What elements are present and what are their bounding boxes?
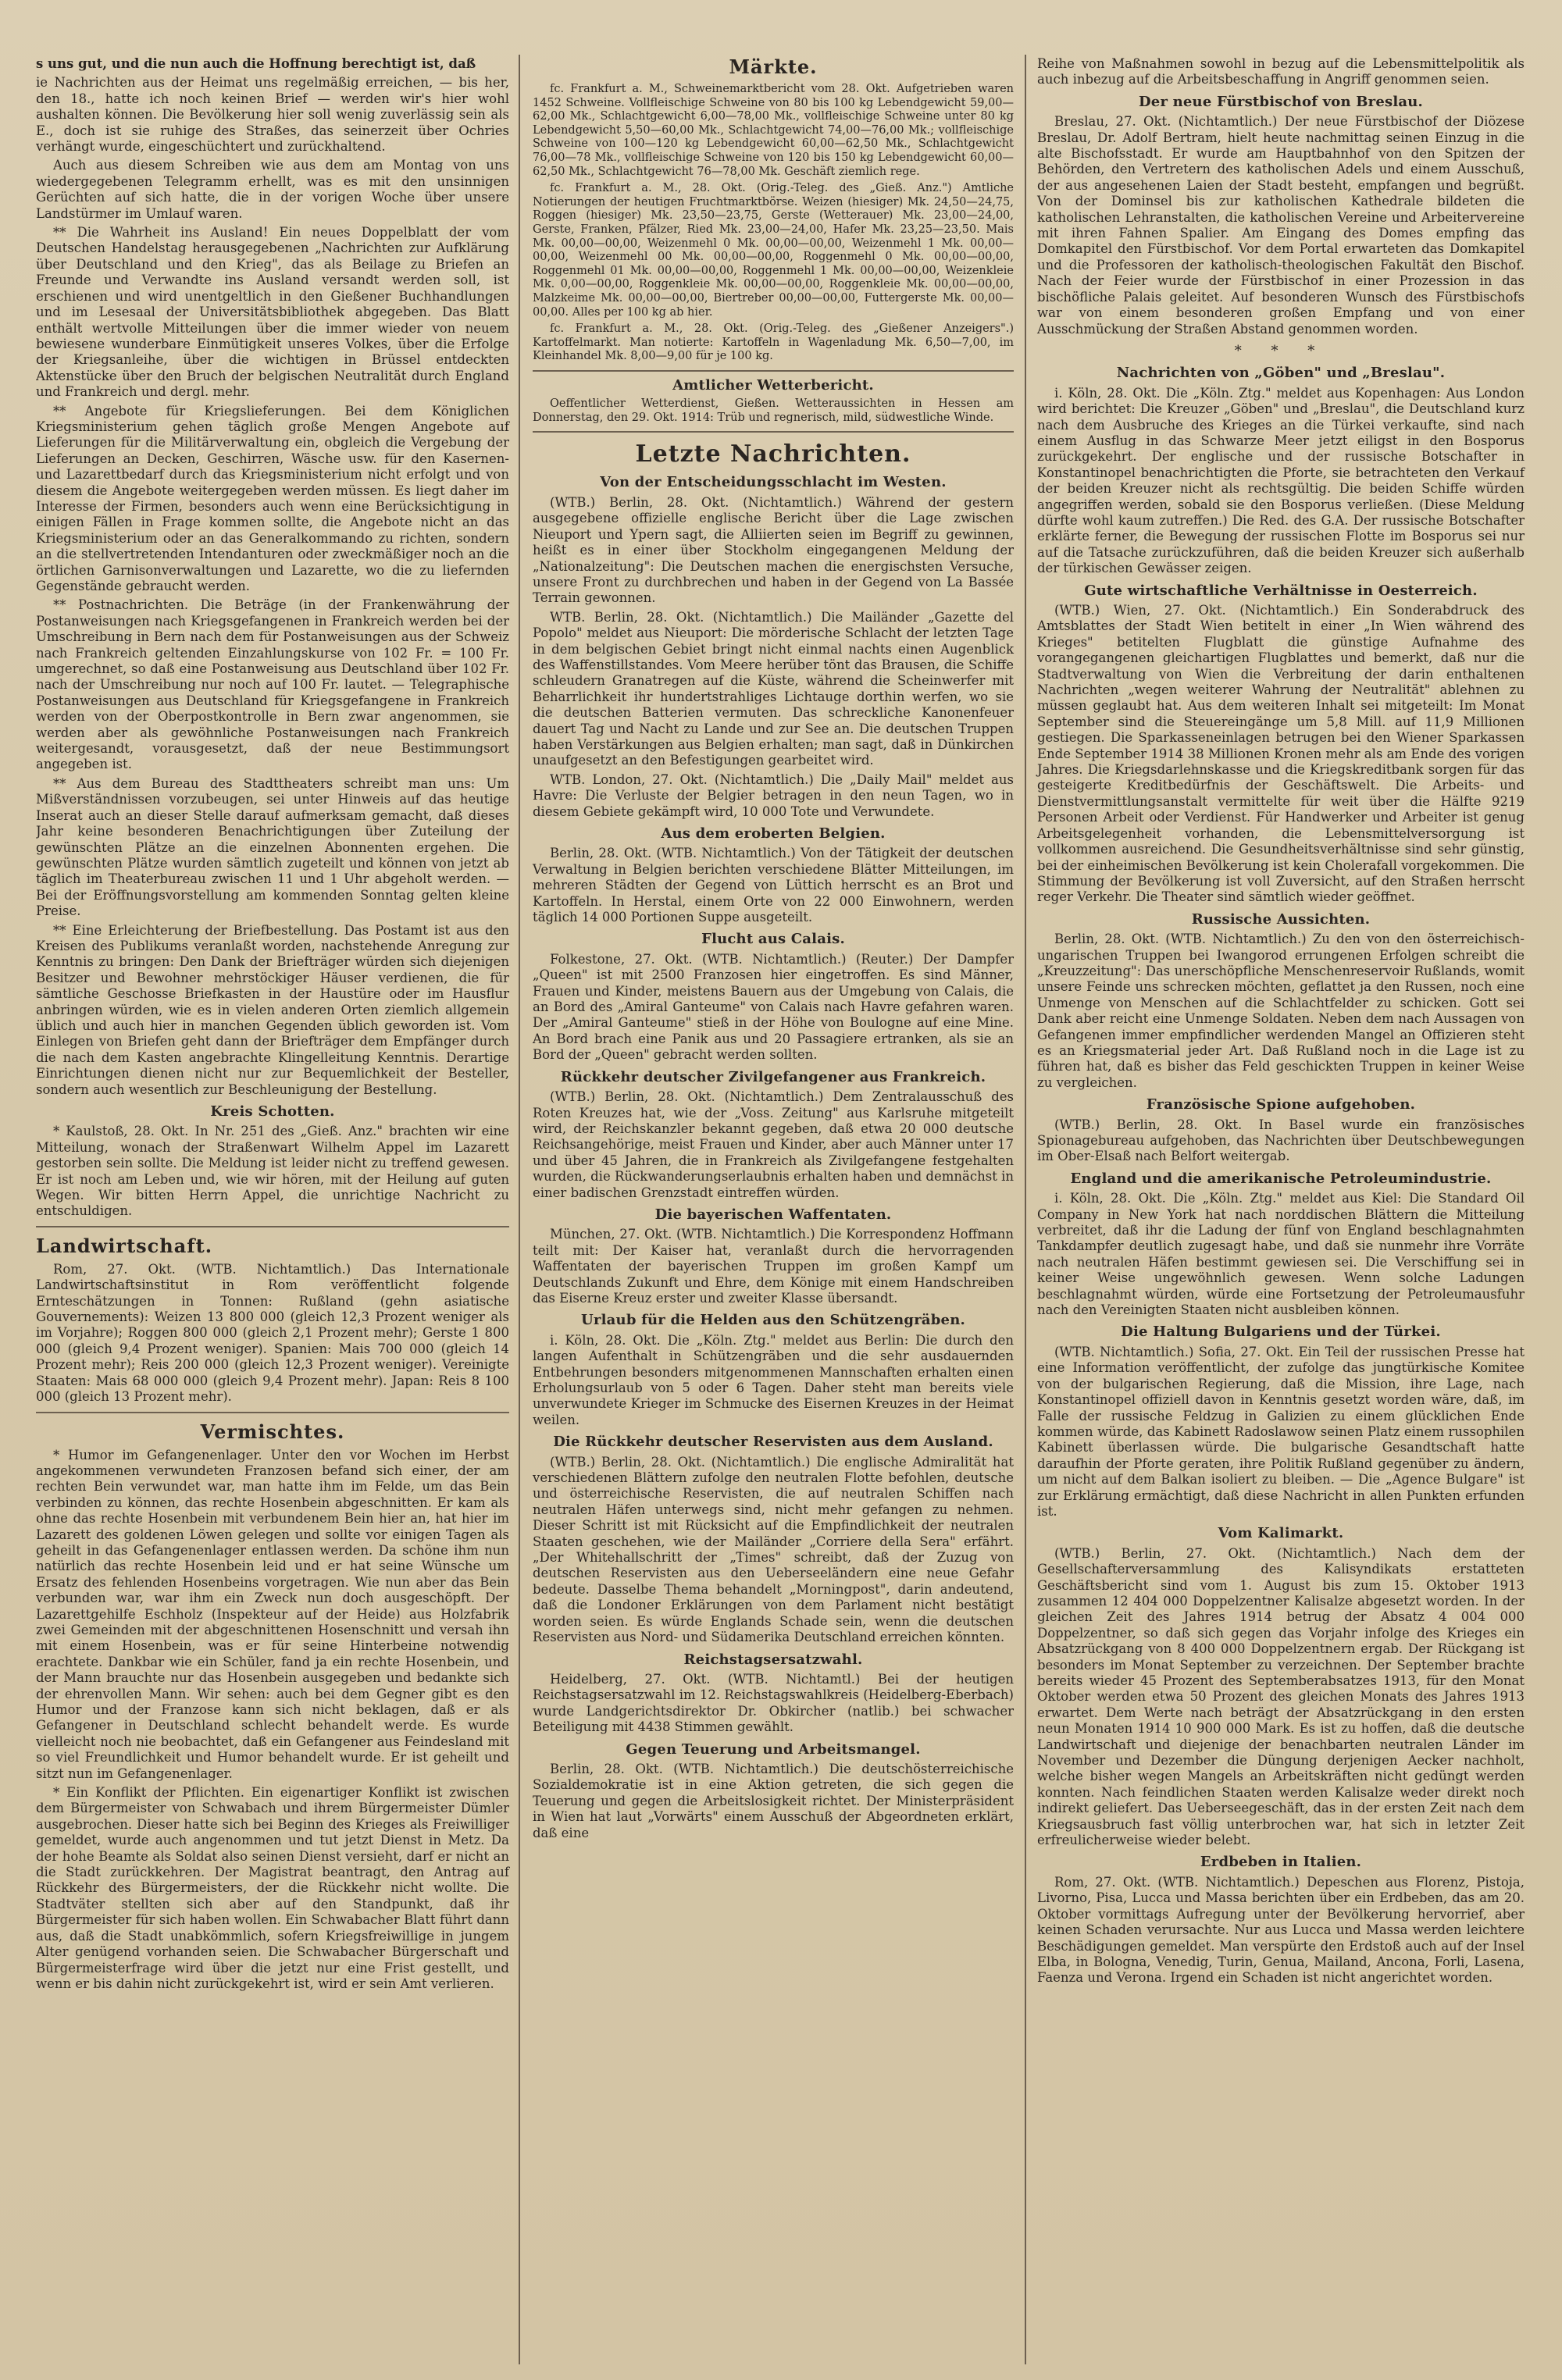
section-heading-maerkte: Märkte. [729, 56, 818, 78]
article-heading: Die bayerischen Waffentaten. [654, 1206, 892, 1223]
divider [533, 370, 1014, 372]
article-heading: Flucht aus Calais. [701, 931, 845, 948]
article-paragraph: Auch aus diesem Schreiben wie aus dem am Montag von uns wiedergegebenen Telegramm erhellt, was es mit den unsinnigen Gerüchten auf sich hatte, die in der vorigen Woche über unsere Landstürmer im Umlauf waren. [36, 158, 509, 221]
section-heading-letzte-nachrichten: Letzte Nachrichten. [635, 440, 911, 469]
article-paragraph: fc. Frankfurt a. M., 28. Okt. (Orig.-Teleg. des „Gießener Anzeigers".) Kartoffelmarkt. Man notierte: Kartoffeln in Wagenladung Mk. 6,50—7,00, im Kleinhandel Mk. 8,00—9,00 für je 100 kg. [533, 322, 1014, 363]
column-right [1032, 56, 1529, 2364]
section-heading-wetter: Amtlicher Wetterbericht. [672, 376, 874, 394]
article-heading: Die Rückkehr deutscher Reservisten aus dem Ausland. [553, 1434, 993, 1451]
article-paragraph: Berlin, 28. Okt. (WTB. Nichtamtlich.) Die deutschösterreichische Sozialdemokratie ist in eine Aktion getreten, die sich gegen die Teuerung und gegen die Arbeitslosigkeit richtet. Der Ministerpräsident in Wien hat laut „Vorwärts" einem Ausschuß der Abgeordneten erklärt, daß eine [533, 1761, 1014, 1840]
article-paragraph: (WTB.) Berlin, 28. Okt. (Nichtamtlich.) Während der gestern ausgegebene offizielle englische Bericht über die Lage zwischen Nieuport und Ypern sagt, die Alliierten seien im Begriff zu gewinnen, heißt es in einer über Stockholm eingegangenen Meldung der „Nationalzeitung": Die Deutschen machen die energischsten Versuche, unsere Front zu durchbrechen und haben in der Gegend von La Bassée Terrain gewonnen. [533, 494, 1014, 606]
section-heading: Kreis Schotten. [210, 1103, 335, 1120]
column-divider [1025, 55, 1026, 2364]
article-paragraph: München, 27. Okt. (WTB. Nichtamtlich.) Die Korrespondenz Hoffmann teilt mit: Der Kaiser hat, veranlaßt durch die hervorragenden Waffentaten der bayerischen Truppen im großen Kampf um Deutschlands Zukunft und Ehre, dem Könige mit einem Handschreiben das Eiserne Kreuz erster und zweiter Klasse übersandt. [533, 1227, 1014, 1306]
divider [36, 1412, 509, 1413]
article-heading: Erdbeben in Italien. [1200, 1854, 1362, 1871]
article-paragraph: Breslau, 27. Okt. (Nichtamtlich.) Der neue Fürstbischof der Diözese Breslau, Dr. Adolf Bertram, hielt heute nachmittag seinen Einzug in die alte Bischofsstadt. Er wurde am Hauptbahnhof von den Spitzen der Behörden, den Vertretern des katholischen Adels und einem Ausschuß, der aus angesehenen Laien der Stadt besteht, empfangen und begrüßt. Von der Dominsel bis zur katholischen Kathedrale bildeten die katholischen Lehranstalten, die katholischen Vereine und Arbeitervereine mit ihren Fahnen Spalier. Am Eingang des Domes empfing das Domkapitel den Fürstbischof. Vor dem Portal erwarteten das Domkapitel und die Professoren der katholisch-theologischen Fakultät den Bischof. Nach der Feier wurde der Fürstbischof in einer Prozession in das bischöfliche Palais geleitet. Auf besonderen Wunsch des Fürstbischofs war von einem besonderen großen Empfang und von einer Ausschmückung der Straßen Abstand genommen worden. [1037, 114, 1525, 337]
article-paragraph: (WTB.) Berlin, 28. Okt. (Nichtamtlich.) Dem Zentralausschuß des Roten Kreuzes hat, wie der „Voss. Zeitung" aus Karlsruhe mitgeteilt wird, der Reichskanzler bekannt gegeben, daß etwa 20 000 deutsche Reichsangehörige, meist Frauen und Kinder, aber auch Männer unter 17 und über 45 Jahren, die in Frankreich als Zivilgefangene festgehalten wurden, die Rückwanderungserlaubnis erhalten haben und demnächst in einer badischen Grenzstadt eintreffen würden. [533, 1089, 1014, 1200]
article-paragraph: ** Angebote für Kriegslieferungen. Bei dem Königlichen Kriegsministerium gehen täglich große Mengen Angebote auf Lieferungen für die Militärverwaltung ein, obgleich die Vergebung der Lieferungen an Decken, Geschirren, Wäsche usw. für den Kasernen- und Lazarettbedarf durch das Kriegsministerium nicht erfolgt und von diesem die Angebote weitergegeben werden müssen. Es liegt daher im Interesse der Firmen, besonders auch wenn eine Berücksichtigung in einigen Fällen in Frage kommen sollte, die Angebote nicht an das Kriegsministerium oder an das Generalkommando zu richten, sondern an die stellvertretenden Intendanturen oder zweckmäßiger noch an die örtlichen Garnisonverwaltungen und Lazarette, wo die zu liefernden Gegenstände gebraucht werden. [36, 403, 509, 593]
article-heading: Gegen Teuerung und Arbeitsmangel. [626, 1740, 921, 1758]
article-paragraph: Reihe von Maßnahmen sowohl in bezug auf die Lebensmittelpolitik als auch inbezug auf die Arbeitsbeschaffung in Angriff genommen seien. [1037, 56, 1525, 87]
article-heading: Vom Kalimarkt. [1218, 1525, 1344, 1542]
divider [36, 1226, 509, 1227]
article-heading: Gute wirtschaftliche Verhältnisse in Oesterreich. [1084, 582, 1478, 599]
article-paragraph: * Humor im Gefangenenlager. Unter den vor Wochen im Herbst angekommenen verwundeten Franzosen befand sich einer, der am rechten Bein verwundet war, man hatte ihm im Felde, um das Bein verbinden zu können, das rechte Hosenbein abgeschnitten. Er kam als ohne das rechte Hosenbein mit verbundenem Bein hier an, hat hier im Lazarett des goldenen Löwen gelegen und sollte vor einigen Tagen als geheilt in das Gefangenenlager entlassen werden. Da schöne ihm nun natürlich das rechte Hosenbein leid und er hat seine Wünsche um Ersatz des fehlenden Hosenbeins vorgetragen. Wie nun aber das Bein verbunden war, war ihm ein Zweck nun doch ausgeschöpft. Der Lazarettgehilfe Eschholz (Inspekteur auf der Heide) aus Holzfabrik zwei Gemeinden mit der abgeschnittenen Hosenschnitt und versah ihn mit einem Hosenbein, was er für seine Hinterbeine notwendig erachtete. Dankbar wie ein Schüler, fand ja ein rechte Hosenbein, und der Mann brauchte nur das Hosenbein ausgegeben und bedankte sich der ehrenvollen Mann. Wir sehen: auch bei dem Gegner gibt es den Humor und der Franzose kann sich nicht beklagen, daß er als Gefangener in Deutschland schlecht behandelt werde. Es wurde vielleicht noch nie beobachtet, daß ein Gefangener aus Feindesland mit so viel Freundlichkeit und Humor behandelt wurde. Er ist geheilt und sitzt nun im Gefangenenlager. [36, 1447, 509, 1781]
section-heading-vermischtes: Vermischtes. [200, 1420, 345, 1443]
ornament-stars: * * * [1234, 342, 1328, 359]
article-paragraph: Oeffentlicher Wetterdienst, Gießen. Wetteraussichten in Hessen am Donnerstag, den 29. Okt. 1914: Trüb und regnerisch, mild, südwestliche Winde. [533, 397, 1014, 424]
article-paragraph: WTB. London, 27. Okt. (Nichtamtlich.) Die „Daily Mail" meldet aus Havre: Die Verluste der Belgier betragen in den neun Tagen, wo in diesem Gebiete gekämpft wird, 10 000 Tote und Verwundete. [533, 771, 1014, 819]
article-paragraph: Berlin, 28. Okt. (WTB. Nichtamtlich.) Zu den von den österreichisch-ungarischen Truppen bei Iwangorod errungenen Erfolgen schreibt die „Kreuzzeitung": Das unerschöpfliche Menschenreservoir Rußlands, womit unsere Feinde uns schrecken möchten, geflattet ja den Russen, noch eine Unmenge von Menschen auf die Schlachtfelder zu schicken. Gott sei Dank aber reicht eine Unmenge Soldaten. Neben dem nach Aussagen von Gefangenen immer empfindlicher werdenden Mangel an Offizieren steht es an Kriegsmaterial jeder Art. Daß Rußland noch in die Lage ist zu führen hat, daß es bisher das Feld geschickten Truppen in keiner Weise zu vergleichen. [1037, 932, 1525, 1090]
article-paragraph: Rom, 27. Okt. (WTB. Nichtamtlich.) Depeschen aus Florenz, Pistoja, Livorno, Pisa, Lucca und Massa berichten über ein Erdbeben, das am 20. Oktober vormittags Aufregung unter der Bevölkerung hervorrief, aber keinen Schaden verursachte. Nur aus Lucca und Massa werden leichtere Beschädigungen gemeldet. Man verspürte den Erdstoß auch auf der Insel Elba, in Bologna, Venedig, Turin, Genua, Mailand, Ancona, Forli, Lasena, Faenza und Verona. Irgend ein Schaden ist nicht angerichtet worden. [1037, 1874, 1525, 1986]
article-paragraph: Rom, 27. Okt. (WTB. Nichtamtlich.) Das Internationale Landwirtschaftsinstitut in Rom veröffentlicht folgende Ernteschätzungen in Tonnen: Rußland (gehn asiatische Gouvernements): Weizen 13 800 000 (gleich 12,3 Prozent weniger als im Vorjahre); Roggen 800 000 (gleich 2,1 Prozent mehr); Gerste 1 800 000 (gleich 9,4 Prozent weniger). Spanien: Mais 700 000 (gleich 14 Prozent mehr); Reis 200 000 (gleich 12,3 Prozent weniger). Vereinigte Staaten: Mais 68 000 000 (gleich 9,4 Prozent mehr). Japan: Reis 8 100 000 (gleich 13 Prozent mehr). [36, 1261, 509, 1405]
article-paragraph: * Ein Konflikt der Pflichten. Ein eigenartiger Konflikt ist zwischen dem Bürgermeister von Schwabach und ihrem Bürgermeister Dümler ausgebrochen. Dieser hatte sich bei Beginn des Krieges als Freiwilliger gemeldet, wurde auch angenommen und tut jetzt Dienst in Metz. Da der hohe Beamte als Soldat also seinen Dienst versieht, darf er nicht an die Stadt zurückkehren. Der Magistrat beantragt, den Antrag auf Rückkehr des Bürgermeisters, der die Rückkehr nicht wollte. Die Stadtväter stellten sich aber auf den Standpunkt, daß ihr Bürgermeister für sich haben wollen. Ein Schwabacher Blatt führt dann aus, daß die Stadt unabkömmlich, sofern Kriegsfreiwillige in jungem Alter genügend vorhanden seien. Die Schwabacher Bürgerschaft und Bürgermeisterfrage wird über die jetzt nur eine Frist gestellt, und wenn er bis dahin nicht zurückgekehrt ist, wird er sein Amt verlieren. [36, 1785, 509, 1991]
article-heading: Nachrichten von „Göben" und „Breslau". [1116, 365, 1446, 382]
column-left [36, 56, 514, 2364]
article-paragraph: (WTB.) Berlin, 27. Okt. (Nichtamtlich.) Nach dem der Gesellschafterversammlung des Kalisyndikats erstatteten Geschäftsbericht sind vom 1. August bis zum 15. Oktober 1913 zusammen 12 404 000 Doppelzentner Kalisalze abgesetzt worden. In der gleichen Zeit des Jahres 1914 betrug der Absatz 4 004 000 Doppelzentner, so daß sich gegen das Vorjahr infolge des Krieges ein Absatzrückgang von 8 400 000 Doppelzentnern ergab. Der Rückgang ist besonders im Monat September zu verzeichnen. Der September brachte bereits wieder 45 Prozent des Septemberabsatzes 1913, für den Monat Oktober werden etwa 50 Prozent des gleichen Monats des Jahres 1913 erwartet. Dem Werte nach beträgt der Absatzrückgang in den ersten neun Monaten 1914 10 900 000 Mark. Es ist zu hoffen, daß die deutsche Landwirtschaft und diejenige der benachbarten neutralen Länder im November und Dezember die Düngung derjenigen Aecker nachholt, welche bisher wegen Mangels an Arbeitskräften nicht gedüngt werden konnten. Nach feindlichen Staaten werden Kalisalze weder direkt noch indirekt geliefert. Das Ueberseegeschäft, das in der ersten Zeit nach dem Kriegsausbruch fast völlig unterbrochen war, hat sich in letzter Zeit erfreulicherweise wieder belebt. [1037, 1545, 1525, 1848]
article-paragraph: (WTB.) Berlin, 28. Okt. (Nichtamtlich.) Die englische Admiralität hat verschiedenen Blättern zufolge den neutralen Flotte befohlen, deutsche und österreichische Reservisten, die auf neutralen Schiffen nach neutralen Häfen unterwegs sind, nicht mehr gefangen zu nehmen. Dieser Schritt ist mit Rücksicht auf die Empfindlichkeit der neutralen Staaten geschehen, wie der Mailänder „Corriere della Sera" erfährt. „Der Whitehallschritt der „Times" schreibt, daß der Zuzug von deutschen Reservisten aus den Ueberseeländern eine neue Gefahr bedeute. Dasselbe Thema behandelt „Morningpost", darin andeutend, daß die Londoner Erklärungen von dem Parlament nicht bestätigt worden seien. Es würde Englands Schade sein, wenn die deutschen Reservisten aus Nord- und Südamerika Deutschland erreichen könnten. [533, 1454, 1014, 1645]
article-paragraph: (WTB. Nichtamtlich.) Sofia, 27. Okt. Ein Teil der russischen Presse hat eine Information veröffentlicht, der zufolge das jungtürkische Komitee von der bulgarischen Regierung, daß die Mission, ihre Lage, nach Konstantinopel offiziell davon in Kenntnis gesetzt worden wäre, daß, im Falle der russische Feldzug in Galizien zu einem glücklichen Ende kommen würde, das Kabinett Radoslawow seinen Platz einem russophilen Kabinett überlassen würde. Die bulgarische Gesandtschaft hatte daraufhin der Pforte geraten, ihre Politik Rußland gegenüber zu ändern, um nicht auf dem Balkan isoliert zu bleiben. — Die „Agence Bulgare" ist zur Erklärung ermächtigt, daß diese Nachricht in allen Punkten erfunden ist. [1037, 1344, 1525, 1519]
article-heading: Von der Entscheidungsschlacht im Westen. [600, 474, 947, 491]
article-heading: Rückkehr deutscher Zivilgefangener aus Frankreich. [560, 1068, 986, 1085]
article-paragraph: WTB. Berlin, 28. Okt. (Nichtamtlich.) Die Mailänder „Gazette del Popolo" meldet aus Nieuport: Die mörderische Schlacht der letzten Tage in dem belgischen Gebiet bringt nicht einmal nachts einen Augenblick des Waffenstillstandes. Vom Meere herüber tönt das Brausen, die Schiffe schleudern Granatregen auf die Küste, während die Scheinwerfer mit Beharrlichkeit ihr hundertstrahliges Lichtauge dorthin werfen, wo sie die deutschen Batterien vermuten. Das schreckliche Kanonenfeuer dauert Tag und Nacht zu Lande und zur See an. Die deutschen Truppen haben Verstärkungen aus Belgien erhalten; man sagt, daß in Dünkirchen unaufgesetzt an den Befestigungen gearbeitet wird. [533, 609, 1014, 768]
article-paragraph: Berlin, 28. Okt. (WTB. Nichtamtlich.) Von der Tätigkeit der deutschen Verwaltung in Belgien berichten verschiedene Blätter Mitteilungen, im mehreren Städten der Gegend von Lüttich herrscht es an Brot und Kartoffeln. In Herstal, einem Orte von 22 000 Einwohnern, werden täglich 14 000 Portionen Suppe ausgeteilt. [533, 846, 1014, 925]
article-paragraph: * Kaulstoß, 28. Okt. In Nr. 251 des „Gieß. Anz." brachten wir eine Mitteilung, wonach der Straßenwart Wilhelm Appel im Lazarett gestorben sein sollte. Die Meldung ist leider nicht zu treffend gewesen. Er ist noch am Leben und, wie wir hören, mit der Heilung auf guten Wegen. Wir bitten Herrn Appel, die unrichtige Nachricht zu entschuldigen. [36, 1124, 509, 1219]
article-paragraph: Heidelberg, 27. Okt. (WTB. Nichtamtl.) Bei der heutigen Reichstagsersatzwahl im 12. Reichstagswahlkreis (Heidelberg-Eberbach) wurde Landgerichtsdirektor Dr. Obkircher (natlib.) bei schwacher Beteiligung mit 4438 Stimmen gewählt. [533, 1671, 1014, 1735]
article-heading: Russische Aussichten. [1191, 910, 1371, 928]
article-heading: Urlaub für die Helden aus den Schützengräben. [581, 1312, 965, 1329]
article-paragraph: i. Köln, 28. Okt. Die „Köln. Ztg." meldet aus Kiel: Die Standard Oil Company in New York hat nach norddischen Blättern die Mitteilung verbreitet, daß ihr die Ladung der fünf von England beschlagnahmten Tankdampfer deutlich zugesagt habe, und daß sie nunmehr ihre Vorräte nach neutralen Häfen bestimmt gewiesen sei. Die Verschiffung sei in keiner Weise ungewöhnlich gewesen. Wenn solche Ladungen beschlagnahmt würden, würde eine Fortsetzung der Petroleumausfuhr nach den Vereinigten Staaten nicht ausbleiben können. [1037, 1191, 1525, 1318]
article-paragraph: fc. Frankfurt a. M., 28. Okt. (Orig.-Teleg. des „Gieß. Anz.") Amtliche Notierungen der heutigen Fruchtmarktbörse. Weizen (hiesiger) Mk. 24,50—24,75, Roggen (hiesiger) Mk. 23,50—23,75, Gerste (Wetterauer) Mk. 23,00—24,00, Gerste, Franken, Pfälzer, Ried Mk. 23,00—24,00, Hafer Mk. 23,25—23,50. Mais Mk. 00,00—00,00, Weizenmehl 0 Mk. 00,00—00,00, Weizenmehl 1 Mk. 00,00—00,00, Weizenmehl 00 Mk. 00,00—00,00, Roggenmehl 0 Mk. 00,00—00,00, Roggenmehl 01 Mk. 00,00—00,00, Roggenmehl 1 Mk. 00,00—00,00, Weizenkleie Mk. 0,00—00,00, Roggenkleie Mk. 00,00—00,00, Roggenkleie Mk. 00,00—00,00, Malzkeime Mk. 00,00—00,00, Biertreber 00,00—00,00, Futtergerste Mk. 00,00—00,00. Alles per 100 kg ab hier. [533, 182, 1014, 319]
article-paragraph: ** Aus dem Bureau des Stadttheaters schreibt man uns: Um Mißverständnissen vorzubeugen, sei unter Hinweis auf das heutige Inserat auch an dieser Stelle darauf aufmerksam gemacht, daß dieses Jahr keine besonderen Benachrichtigungen über Zuteilung der gewünschten Plätze an die einzelnen Abonnenten ergehen. Die gewünschten Plätze wurden sämtlich zugeteilt und können von jetzt ab täglich im Theaterbureau zwischen 11 und 1 Uhr abgeholt werden. — Bei der Eröffnungsvorstellung am kommenden Sonntag gelten kleine Preise. [36, 775, 509, 919]
article-paragraph: ** Postnachrichten. Die Beträge (in der Frankenwährung der Postanweisungen nach Kriegsgefangenen in Frankreich werden bei der Umschreibung in Bern nach dem für Postanweisungen aus der Schweiz nach Frankreich geltenden Einzahlungskurse von 102 Fr. = 100 Fr. umgerechnet, so daß eine Postanweisung aus Deutschland über 102 Fr. nach der Umschreibung nur noch auf 100 Fr. lautet. — Telegraphische Postanweisungen aus Deutschland für Kriegsgefangene in Frankreich werden von der Oberpostkontrolle in Bern zwar angenommen, sie werden aber als gewöhnliche Postanweisungen nach Frankreich weitergesandt, vorausgesetzt, daß der neue Bestimmungsort angegeben ist. [36, 597, 509, 772]
article-paragraph: (WTB.) Wien, 27. Okt. (Nichtamtlich.) Ein Sonderabdruck des Amtsblattes der Stadt Wien betitelt in einer „In Wien während des Krieges" betitelten Flugblatt die günstige Aufnahme des vorangegangenen gleichartigen Flugblattes und bemerkt, daß nur die Stadtverwaltung von Wien die Verbreitung der darin enthaltenen Nachrichten „wegen weiterer Wahrung der Neutralität" ablehnen zu müssen geglaubt hat. Aus dem weiteren Inhalt sei mitgeteilt: Im Monat September sind die Steuereingänge um 5,8 Mill. auf 11,9 Millionen gestiegen. Die Sparkasseneinlagen betrugen bei den Wiener Sparkassen Ende September 1914 38 Millionen Kronen mehr als am Ende des vorigen Jahres. Die Kriegsdarlehnskasse und die Kriegskreditbank sorgen für das gesteigerte Kreditbedürfnis der Geschäftswelt. Die Arbeits- und Dienstvermittlungsanstalt vermittelte für weit über die Hälfte 9219 Personen Arbeit oder Verdienst. Für Handwerker und Arbeiter ist genug Arbeitsgelegenheit vorhanden, die Lebensmittelversorgung ist vollkommen ausreichend. Die Gesundheitsverhältnisse sind sehr günstig, bei der einheimischen Bevölkerung ist kein Cholerafall vorgekommen. Die Stimmung der Bevölkerung ist voll Zuversicht, auf den Straßen herrscht reger Verkehr. Die Theater sind sämtlich wieder geöffnet. [1037, 603, 1525, 905]
article-heading: Die Haltung Bulgariens und der Türkei. [1121, 1324, 1441, 1341]
article-heading: Aus dem eroberten Belgien. [661, 825, 886, 842]
article-paragraph: ** Eine Erleichterung der Briefbestellung. Das Postamt ist aus den Kreisen des Publikums veranlaßt worden, nachstehende Anregung zur Kenntnis zu bringen: Den Dank der Briefträger würden sich diejenigen Besitzer und Bewohner mehrstöckiger Häuser verdienen, die für sämtliche Geschosse Briefkasten in der Haustüre oder im Hausflur anbringen würden, wie es in vielen anderen Orten ziemlich allgemein üblich und auch hier in manchen Gegenden üblich geworden ist. Vom Einlegen von Briefen geht dann der Briefträger dem Empfänger durch die nach dem Kasten angebrachte Klingelleitung Kenntnis. Derartige Einrichtungen dienen nicht nur zur Bequemlichkeit der Besteller, sondern auch wesentlich zur Beschleunigung der Bestellung. [36, 922, 509, 1097]
column-middle [526, 56, 1020, 2364]
article-paragraph: i. Köln, 28. Okt. Die „Köln. Ztg." meldet aus Kopenhagen: Aus London wird berichtet: Die Kreuzer „Göben" und „Breslau", die Deutschland kurz nach dem Ausbruche des Krieges an die Türkei verkaufte, sind nach einem Ausflug in das Schwarze Meer jetzt eiligst in den Bosporus zurückgekehrt. Der englische und der russische Botschafter in Konstantinopel benachrichtigten die Pforte, sie betrachteten den Verkauf der beiden Kreuzer nicht als rechtsgültig. Die beiden Schiffe würden angegriffen werden, sobald sie den Bosporus verließen. (Diese Meldung dürfte wohl kaum zutreffen.) Die Red. des G.A. Der russische Botschafter erklärte ferner, die Bewegung der russischen Flotte im Bosporus sei nur auf die Tatsache zurückzuführen, daß die beiden Kreuzer sich außerhalb der türkischen Gewässer zeigen. [1037, 385, 1525, 576]
section-heading-landwirtschaft: Landwirtschaft. [36, 1234, 213, 1257]
divider [533, 431, 1014, 433]
article-paragraph: (WTB.) Berlin, 28. Okt. In Basel wurde ein französisches Spionagebureau aufgehoben, das Nachrichten über Deutschbewegungen im Ober-Elsaß nach Belfort weitergab. [1037, 1117, 1525, 1164]
article-heading: Der neue Fürstbischof von Breslau. [1138, 93, 1423, 110]
article-fragment: s uns gut, und die nun auch die Hoffnung berechtigt ist, daß [36, 56, 476, 71]
article-paragraph: ie Nachrichten aus der Heimat uns regelmäßig erreichen, — bis her, den 18., hatte ich noch keinen Brief — werden wir's hier wohl aushalten können. Die Bevölkerung hier soll wenig zuverlässig sein als E., doch ist sie ruhige des Straßes, das seinerzeit über Ochries verhängt wurde, eingeschüchtert und zurückhaltend. [36, 75, 509, 155]
article-paragraph: ** Die Wahrheit ins Ausland! Ein neues Doppelblatt der vom Deutschen Handelstag herausgegebenen „Nachrichten zur Aufklärung über Deutschland und den Krieg", das als Beilage zu Briefen an Freunde und Verwandte ins Ausland versandt werden soll, ist erschienen und wird unentgeltlich in den Gießener Buchhandlungen und im Lesesaal der Universitätsbibliothek abgegeben. Das Blatt enthält wertvolle Mitteilungen über die immer wieder von neuem bewiesene wunderbare Einmütigkeit unseres Volkes, über die Erfolge der Kriegsanleihe, über die wichtigen in Brüssel entdeckten Aktenstücke über den Bruch der belgischen Neutralität durch England und Frankreich und dergl. mehr. [36, 225, 509, 400]
article-heading: Reichstagsersatzwahl. [683, 1651, 863, 1668]
article-paragraph: Folkestone, 27. Okt. (WTB. Nichtamtlich.) (Reuter.) Der Dampfer „Queen" ist mit 2500 Franzosen hier eingetroffen. Es sind Männer, Frauen und Kinder, meistens Bauern aus der Umgebung von Calais, die an Bord des „Amiral Ganteume" von Calais nach Havre gefahren waren. Der „Amiral Ganteume" stieß in der Höhe von Boulogne auf eine Mine. An Bord brach eine Panik aus und 20 Passagiere ertranken, als sie an Bord der „Queen" gebracht werden sollten. [533, 951, 1014, 1063]
article-heading: England und die amerikanische Petroleumindustrie. [1070, 1170, 1492, 1187]
article-paragraph: i. Köln, 28. Okt. Die „Köln. Ztg." meldet aus Berlin: Die durch den langen Aufenthalt in Schützengräben und die sehr ausdauernden Entbehrungen besonders mitgenommenen Mannschaften erhalten einen Erholungsurlaub von 5 oder 6 Tagen. Daher steht man bereits viele unverwundete Krieger im Schmucke des Eisernen Kreuzes in der Heimat weilen. [533, 1332, 1014, 1427]
article-heading: Französische Spione aufgehoben. [1146, 1096, 1416, 1113]
column-divider [519, 55, 520, 2364]
article-paragraph: fc. Frankfurt a. M., Schweinemarktbericht vom 28. Okt. Aufgetrieben waren 1452 Schweine. Vollfleischige Schweine von 80 bis 100 kg Lebendgewicht 59,00—62,00 Mk., Schlachtgewicht 6,00—78,00 Mk., vollfleischige Schweine unter 80 kg Lebendgewicht 5,50—60,00 Mk., Schlachtgewicht 74,00—76,00 Mk.; vollfleischige Schweine von 100—120 kg Lebendgewicht 60,00—62,50 Mk., Schlachtgewicht 76,00—78 Mk., vollfleischige Schweine von 120 bis 150 kg Lebendgewicht 60,00—62,50 Mk., Schlachtgewicht 76—78,00 Mk. Geschäft ziemlich rege. [533, 83, 1014, 178]
